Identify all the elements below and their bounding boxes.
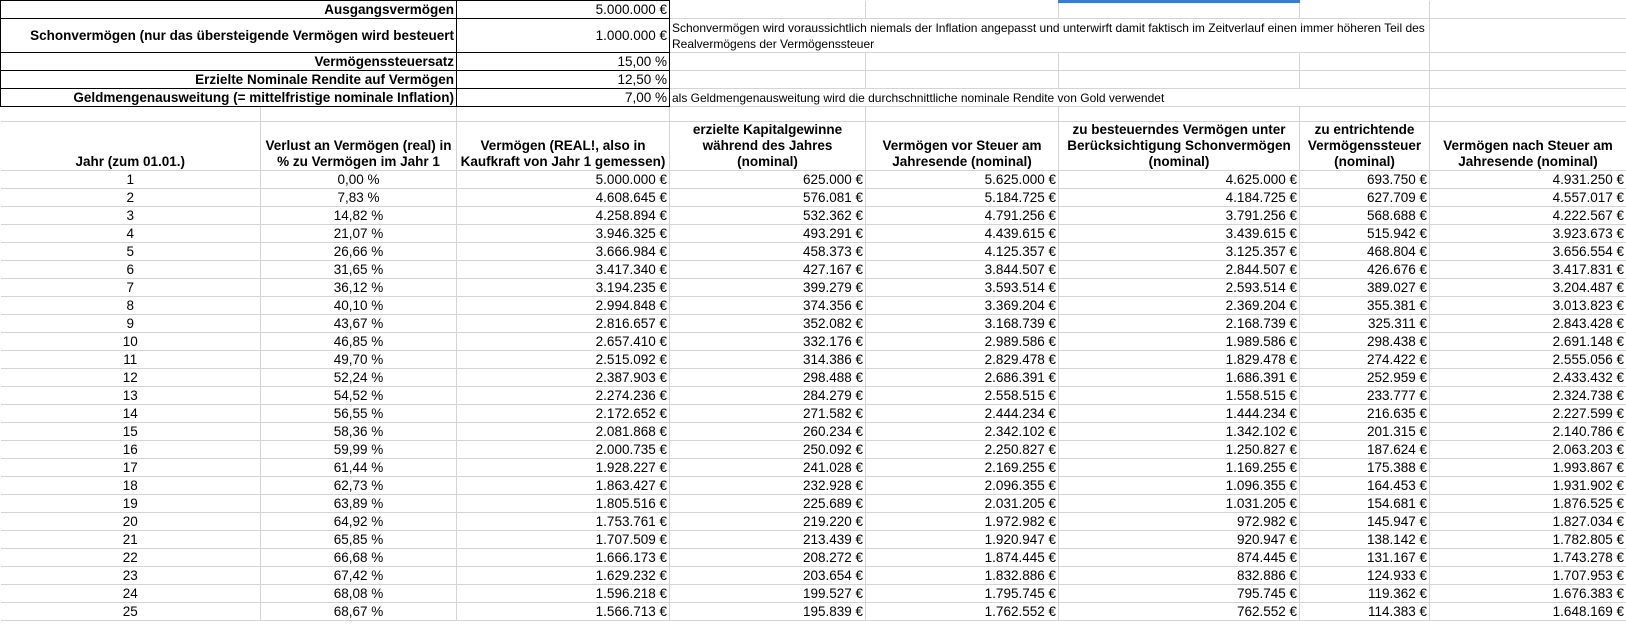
value-cell[interactable]: 21,07 % xyxy=(261,225,457,243)
value-cell[interactable]: 232.928 € xyxy=(670,477,866,495)
value-cell[interactable]: 271.582 € xyxy=(670,405,866,423)
value-cell[interactable]: 5.625.000 € xyxy=(866,171,1059,189)
value-cell[interactable]: 3.923.673 € xyxy=(1430,225,1626,243)
value-cell[interactable]: 693.750 € xyxy=(1300,171,1430,189)
empty-cell[interactable] xyxy=(1430,71,1626,89)
value-cell[interactable]: 124.933 € xyxy=(1300,567,1430,585)
value-cell[interactable]: 5.184.725 € xyxy=(866,189,1059,207)
value-cell[interactable]: 972.982 € xyxy=(1059,513,1300,531)
value-cell[interactable]: 427.167 € xyxy=(670,261,866,279)
param-value[interactable]: 5.000.000 € xyxy=(457,1,670,19)
value-cell[interactable]: 627.709 € xyxy=(1300,189,1430,207)
value-cell[interactable]: 1.629.232 € xyxy=(457,567,670,585)
value-cell[interactable]: 1.707.509 € xyxy=(457,531,670,549)
column-header[interactable]: Vermögen vor Steuer am Jahresende (nominal) xyxy=(866,122,1059,171)
value-cell[interactable]: 241.028 € xyxy=(670,459,866,477)
value-cell[interactable]: 3.204.487 € xyxy=(1430,279,1626,297)
table-row xyxy=(1,441,1626,459)
value-cell[interactable]: 1.648.169 € xyxy=(1430,603,1626,621)
value-cell[interactable]: 2.444.234 € xyxy=(866,405,1059,423)
value-cell[interactable]: 1.169.255 € xyxy=(1059,459,1300,477)
value-cell[interactable]: 2.168.739 € xyxy=(1059,315,1300,333)
value-cell[interactable]: 145.947 € xyxy=(1300,513,1430,531)
value-cell[interactable]: 1.931.902 € xyxy=(1430,477,1626,495)
value-cell[interactable]: 3.439.615 € xyxy=(1059,225,1300,243)
value-cell[interactable]: 1.566.713 € xyxy=(457,603,670,621)
value-cell[interactable]: 4.931.250 € xyxy=(1430,171,1626,189)
table-row xyxy=(1,549,1626,567)
year-cell[interactable]: 9 xyxy=(1,315,261,333)
value-cell[interactable]: 2.274.236 € xyxy=(457,387,670,405)
empty-cell[interactable] xyxy=(1430,53,1626,71)
value-cell[interactable]: 154.681 € xyxy=(1300,495,1430,513)
table-row xyxy=(1,423,1626,441)
empty-cell[interactable] xyxy=(866,53,1059,71)
value-cell[interactable]: 2.555.056 € xyxy=(1430,351,1626,369)
value-cell[interactable]: 250.092 € xyxy=(670,441,866,459)
value-cell[interactable]: 3.417.340 € xyxy=(457,261,670,279)
value-cell[interactable]: 208.272 € xyxy=(670,549,866,567)
value-cell[interactable]: 1.827.034 € xyxy=(1430,513,1626,531)
year-cell[interactable]: 24 xyxy=(1,585,261,603)
value-cell[interactable]: 1.743.278 € xyxy=(1430,549,1626,567)
value-cell[interactable]: 175.388 € xyxy=(1300,459,1430,477)
value-cell[interactable]: 1.928.227 € xyxy=(457,459,670,477)
value-cell[interactable]: 203.654 € xyxy=(670,567,866,585)
value-cell[interactable]: 1.707.953 € xyxy=(1430,567,1626,585)
year-cell[interactable]: 3 xyxy=(1,207,261,225)
value-cell[interactable]: 832.886 € xyxy=(1059,567,1300,585)
value-cell[interactable]: 532.362 € xyxy=(670,207,866,225)
param-label[interactable]: Vermögenssteuersatz xyxy=(1,53,457,71)
empty-cell[interactable] xyxy=(1059,71,1300,89)
table-row xyxy=(1,531,1626,549)
empty-cell[interactable] xyxy=(1059,53,1300,71)
value-cell[interactable]: 332.176 € xyxy=(670,333,866,351)
empty-cell[interactable] xyxy=(1430,107,1626,122)
empty-cell[interactable] xyxy=(1430,1,1626,19)
value-cell[interactable]: 1.676.383 € xyxy=(1430,585,1626,603)
value-cell[interactable]: 4.222.567 € xyxy=(1430,207,1626,225)
value-cell[interactable]: 493.291 € xyxy=(670,225,866,243)
year-cell[interactable]: 20 xyxy=(1,513,261,531)
value-cell[interactable]: 201.315 € xyxy=(1300,423,1430,441)
value-cell[interactable]: 3.369.204 € xyxy=(866,297,1059,315)
value-cell[interactable]: 3.844.507 € xyxy=(866,261,1059,279)
value-cell[interactable]: 195.839 € xyxy=(670,603,866,621)
value-cell[interactable]: 4.608.645 € xyxy=(457,189,670,207)
value-cell[interactable]: 1.795.745 € xyxy=(866,585,1059,603)
param-value[interactable]: 7,00 % xyxy=(457,89,670,107)
value-cell[interactable]: 274.422 € xyxy=(1300,351,1430,369)
value-cell[interactable]: 795.745 € xyxy=(1059,585,1300,603)
value-cell[interactable]: 14,82 % xyxy=(261,207,457,225)
column-header-row xyxy=(1,122,1626,171)
year-cell[interactable]: 11 xyxy=(1,351,261,369)
year-cell[interactable]: 5 xyxy=(1,243,261,261)
value-cell[interactable]: 54,52 % xyxy=(261,387,457,405)
value-cell[interactable]: 43,67 % xyxy=(261,315,457,333)
value-cell[interactable]: 2.000.735 € xyxy=(457,441,670,459)
year-cell[interactable]: 6 xyxy=(1,261,261,279)
value-cell[interactable]: 298.488 € xyxy=(670,369,866,387)
value-cell[interactable]: 3.013.823 € xyxy=(1430,297,1626,315)
value-cell[interactable]: 63,89 % xyxy=(261,495,457,513)
value-cell[interactable]: 762.552 € xyxy=(1059,603,1300,621)
table-row xyxy=(1,279,1626,297)
value-cell[interactable]: 4.258.894 € xyxy=(457,207,670,225)
table-row xyxy=(1,297,1626,315)
param-row xyxy=(1,1,1626,19)
value-cell[interactable]: 2.081.868 € xyxy=(457,423,670,441)
param-label[interactable]: Schonvermögen (nur das übersteigende Vermögen wird besteuert xyxy=(1,19,457,53)
value-cell[interactable]: 2.843.428 € xyxy=(1430,315,1626,333)
year-cell[interactable]: 4 xyxy=(1,225,261,243)
value-cell[interactable]: 3.946.325 € xyxy=(457,225,670,243)
table-row xyxy=(1,261,1626,279)
year-cell[interactable]: 12 xyxy=(1,369,261,387)
table-row xyxy=(1,243,1626,261)
column-header[interactable]: erzielte Kapitalgewinne während des Jahres (nominal) xyxy=(670,122,866,171)
value-cell[interactable]: 352.082 € xyxy=(670,315,866,333)
value-cell[interactable]: 164.453 € xyxy=(1300,477,1430,495)
value-cell[interactable]: 233.777 € xyxy=(1300,387,1430,405)
value-cell[interactable]: 2.140.786 € xyxy=(1430,423,1626,441)
value-cell[interactable]: 2.994.848 € xyxy=(457,297,670,315)
column-header[interactable]: Jahr (zum 01.01.) xyxy=(1,122,261,171)
value-cell[interactable]: 355.381 € xyxy=(1300,297,1430,315)
year-cell[interactable]: 19 xyxy=(1,495,261,513)
table-row xyxy=(1,567,1626,585)
value-cell[interactable]: 56,55 % xyxy=(261,405,457,423)
value-cell[interactable]: 1.596.218 € xyxy=(457,585,670,603)
value-cell[interactable]: 2.816.657 € xyxy=(457,315,670,333)
empty-cell[interactable] xyxy=(1300,1,1430,19)
value-cell[interactable]: 2.657.410 € xyxy=(457,333,670,351)
table-row xyxy=(1,495,1626,513)
table-row xyxy=(1,405,1626,423)
value-cell[interactable]: 36,12 % xyxy=(261,279,457,297)
value-cell[interactable]: 625.000 € xyxy=(670,171,866,189)
param-note[interactable] xyxy=(670,71,866,89)
value-cell[interactable]: 1.993.867 € xyxy=(1430,459,1626,477)
param-row xyxy=(1,53,1626,71)
param-value[interactable]: 12,50 % xyxy=(457,71,670,89)
value-cell[interactable]: 399.279 € xyxy=(670,279,866,297)
year-cell[interactable]: 15 xyxy=(1,423,261,441)
value-cell[interactable]: 2.250.827 € xyxy=(866,441,1059,459)
value-cell[interactable]: 576.081 € xyxy=(670,189,866,207)
value-cell[interactable]: 4.439.615 € xyxy=(866,225,1059,243)
value-cell[interactable]: 2.227.599 € xyxy=(1430,405,1626,423)
empty-cell[interactable] xyxy=(261,107,457,122)
value-cell[interactable]: 2.593.514 € xyxy=(1059,279,1300,297)
table-row xyxy=(1,585,1626,603)
value-cell[interactable]: 1.874.445 € xyxy=(866,549,1059,567)
value-cell[interactable]: 3.593.514 € xyxy=(866,279,1059,297)
param-row xyxy=(1,71,1626,89)
value-cell[interactable]: 260.234 € xyxy=(670,423,866,441)
year-cell[interactable]: 1 xyxy=(1,171,261,189)
year-cell[interactable]: 13 xyxy=(1,387,261,405)
value-cell[interactable]: 31,65 % xyxy=(261,261,457,279)
value-cell[interactable]: 199.527 € xyxy=(670,585,866,603)
value-cell[interactable]: 2.387.903 € xyxy=(457,369,670,387)
value-cell[interactable]: 2.558.515 € xyxy=(866,387,1059,405)
value-cell[interactable]: 3.791.256 € xyxy=(1059,207,1300,225)
empty-cell[interactable] xyxy=(866,1,1059,19)
value-cell[interactable]: 1.250.827 € xyxy=(1059,441,1300,459)
value-cell[interactable]: 314.386 € xyxy=(670,351,866,369)
table-row xyxy=(1,387,1626,405)
empty-cell[interactable] xyxy=(457,107,670,122)
value-cell[interactable]: 1.832.886 € xyxy=(866,567,1059,585)
param-row xyxy=(1,89,1626,107)
value-cell[interactable]: 61,44 % xyxy=(261,459,457,477)
empty-cell[interactable] xyxy=(866,107,1059,122)
table-row xyxy=(1,513,1626,531)
value-cell[interactable]: 1.863.427 € xyxy=(457,477,670,495)
param-label[interactable]: Geldmengenausweitung (= mittelfristige nominale Inflation) xyxy=(1,89,457,107)
param-note[interactable]: als Geldmengenausweitung wird die durchschnittliche nominale Rendite von Gold verwendet xyxy=(670,89,1430,107)
value-cell[interactable]: 1.920.947 € xyxy=(866,531,1059,549)
value-cell[interactable]: 3.656.554 € xyxy=(1430,243,1626,261)
empty-cell[interactable] xyxy=(1059,107,1300,122)
value-cell[interactable]: 1.031.205 € xyxy=(1059,495,1300,513)
value-cell[interactable]: 2.096.355 € xyxy=(866,477,1059,495)
value-cell[interactable]: 1.972.982 € xyxy=(866,513,1059,531)
table-row xyxy=(1,459,1626,477)
year-cell[interactable]: 8 xyxy=(1,297,261,315)
value-cell[interactable]: 131.167 € xyxy=(1300,549,1430,567)
cell-selection-indicator xyxy=(1058,0,1300,3)
value-cell[interactable]: 119.362 € xyxy=(1300,585,1430,603)
value-cell[interactable]: 2.063.203 € xyxy=(1430,441,1626,459)
value-cell[interactable]: 2.031.205 € xyxy=(866,495,1059,513)
year-cell[interactable]: 21 xyxy=(1,531,261,549)
empty-cell[interactable] xyxy=(1430,89,1626,107)
value-cell[interactable]: 874.445 € xyxy=(1059,549,1300,567)
value-cell[interactable]: 374.356 € xyxy=(670,297,866,315)
param-label[interactable]: Ausgangsvermögen xyxy=(1,1,457,19)
table-row xyxy=(1,207,1626,225)
value-cell[interactable]: 2.515.092 € xyxy=(457,351,670,369)
value-cell[interactable]: 1.989.586 € xyxy=(1059,333,1300,351)
value-cell[interactable]: 49,70 % xyxy=(261,351,457,369)
value-cell[interactable]: 325.311 € xyxy=(1300,315,1430,333)
value-cell[interactable]: 1.876.525 € xyxy=(1430,495,1626,513)
value-cell[interactable]: 58,36 % xyxy=(261,423,457,441)
value-cell[interactable]: 68,08 % xyxy=(261,585,457,603)
column-header[interactable]: zu entrichtende Vermögenssteuer (nominal) xyxy=(1300,122,1430,171)
value-cell[interactable]: 1.805.516 € xyxy=(457,495,670,513)
value-cell[interactable]: 389.027 € xyxy=(1300,279,1430,297)
empty-cell[interactable] xyxy=(1300,53,1430,71)
table-row xyxy=(1,225,1626,243)
param-note[interactable]: Schonvermögen wird voraussichtlich niemals der Inflation angepasst und unterwirft damit faktisch im Zeitverlauf einen immer höheren Teil des Realvermögens der Vermögenssteuer xyxy=(670,19,1430,53)
value-cell[interactable]: 298.438 € xyxy=(1300,333,1430,351)
value-cell[interactable]: 1.342.102 € xyxy=(1059,423,1300,441)
value-cell[interactable]: 1.558.515 € xyxy=(1059,387,1300,405)
column-header[interactable]: Vermögen nach Steuer am Jahresende (nominal) xyxy=(1430,122,1626,171)
value-cell[interactable]: 4.557.017 € xyxy=(1430,189,1626,207)
value-cell[interactable]: 7,83 % xyxy=(261,189,457,207)
value-cell[interactable]: 2.169.255 € xyxy=(866,459,1059,477)
year-cell[interactable]: 22 xyxy=(1,549,261,567)
table-row xyxy=(1,369,1626,387)
param-label[interactable]: Erzielte Nominale Rendite auf Vermögen xyxy=(1,71,457,89)
value-cell[interactable]: 52,24 % xyxy=(261,369,457,387)
value-cell[interactable]: 59,99 % xyxy=(261,441,457,459)
year-cell[interactable]: 14 xyxy=(1,405,261,423)
value-cell[interactable]: 568.688 € xyxy=(1300,207,1430,225)
year-cell[interactable]: 10 xyxy=(1,333,261,351)
value-cell[interactable]: 1.686.391 € xyxy=(1059,369,1300,387)
value-cell[interactable]: 284.279 € xyxy=(670,387,866,405)
value-cell[interactable]: 2.989.586 € xyxy=(866,333,1059,351)
column-header[interactable]: zu besteuerndes Vermögen unter Berücksichtigung Schonvermögen (nominal) xyxy=(1059,122,1300,171)
value-cell[interactable]: 0,00 % xyxy=(261,171,457,189)
value-cell[interactable]: 1.753.761 € xyxy=(457,513,670,531)
value-cell[interactable]: 68,67 % xyxy=(261,603,457,621)
value-cell[interactable]: 213.439 € xyxy=(670,531,866,549)
value-cell[interactable]: 67,42 % xyxy=(261,567,457,585)
column-header[interactable]: Verlust an Vermögen (real) in % zu Vermögen im Jahr 1 xyxy=(261,122,457,171)
value-cell[interactable]: 2.844.507 € xyxy=(1059,261,1300,279)
value-cell[interactable]: 65,85 % xyxy=(261,531,457,549)
param-value[interactable]: 15,00 % xyxy=(457,53,670,71)
value-cell[interactable]: 1.829.478 € xyxy=(1059,351,1300,369)
value-cell[interactable]: 26,66 % xyxy=(261,243,457,261)
value-cell[interactable]: 225.689 € xyxy=(670,495,866,513)
value-cell[interactable]: 3.666.984 € xyxy=(457,243,670,261)
value-cell[interactable]: 62,73 % xyxy=(261,477,457,495)
value-cell[interactable]: 426.676 € xyxy=(1300,261,1430,279)
value-cell[interactable]: 46,85 % xyxy=(261,333,457,351)
value-cell[interactable]: 2.829.478 € xyxy=(866,351,1059,369)
value-cell[interactable]: 1.096.355 € xyxy=(1059,477,1300,495)
spacer-row xyxy=(1,107,1626,122)
value-cell[interactable]: 2.369.204 € xyxy=(1059,297,1300,315)
value-cell[interactable]: 1.444.234 € xyxy=(1059,405,1300,423)
value-cell[interactable]: 3.125.357 € xyxy=(1059,243,1300,261)
empty-cell[interactable] xyxy=(1300,107,1430,122)
value-cell[interactable]: 187.624 € xyxy=(1300,441,1430,459)
table-row xyxy=(1,603,1626,621)
value-cell[interactable]: 468.804 € xyxy=(1300,243,1430,261)
value-cell[interactable]: 4.791.256 € xyxy=(866,207,1059,225)
value-cell[interactable]: 2.324.738 € xyxy=(1430,387,1626,405)
year-cell[interactable]: 2 xyxy=(1,189,261,207)
param-row xyxy=(1,19,1626,53)
year-cell[interactable]: 7 xyxy=(1,279,261,297)
value-cell[interactable]: 3.194.235 € xyxy=(457,279,670,297)
empty-cell[interactable] xyxy=(670,107,866,122)
value-cell[interactable]: 114.383 € xyxy=(1300,603,1430,621)
value-cell[interactable]: 40,10 % xyxy=(261,297,457,315)
value-cell[interactable]: 3.168.739 € xyxy=(866,315,1059,333)
table-row xyxy=(1,477,1626,495)
value-cell[interactable]: 66,68 % xyxy=(261,549,457,567)
year-cell[interactable]: 23 xyxy=(1,567,261,585)
empty-cell[interactable] xyxy=(1430,19,1626,53)
year-cell[interactable]: 17 xyxy=(1,459,261,477)
value-cell[interactable]: 2.686.391 € xyxy=(866,369,1059,387)
table-row xyxy=(1,189,1626,207)
param-value[interactable]: 1.000.000 € xyxy=(457,19,670,53)
value-cell[interactable]: 2.691.148 € xyxy=(1430,333,1626,351)
value-cell[interactable]: 3.417.831 € xyxy=(1430,261,1626,279)
param-note[interactable] xyxy=(670,1,866,19)
value-cell[interactable]: 216.635 € xyxy=(1300,405,1430,423)
empty-cell[interactable] xyxy=(1300,71,1430,89)
value-cell[interactable]: 5.000.000 € xyxy=(457,171,670,189)
value-cell[interactable]: 2.342.102 € xyxy=(866,423,1059,441)
value-cell[interactable]: 515.942 € xyxy=(1300,225,1430,243)
table-row xyxy=(1,333,1626,351)
value-cell[interactable]: 1.782.805 € xyxy=(1430,531,1626,549)
year-cell[interactable]: 16 xyxy=(1,441,261,459)
year-cell[interactable]: 18 xyxy=(1,477,261,495)
value-cell[interactable]: 64,92 % xyxy=(261,513,457,531)
value-cell[interactable]: 4.125.357 € xyxy=(866,243,1059,261)
table-row xyxy=(1,171,1626,189)
value-cell[interactable]: 252.959 € xyxy=(1300,369,1430,387)
year-cell[interactable]: 25 xyxy=(1,603,261,621)
value-cell[interactable]: 458.373 € xyxy=(670,243,866,261)
value-cell[interactable]: 920.947 € xyxy=(1059,531,1300,549)
empty-cell[interactable] xyxy=(1059,1,1300,19)
value-cell[interactable]: 2.433.432 € xyxy=(1430,369,1626,387)
empty-cell[interactable] xyxy=(866,71,1059,89)
value-cell[interactable]: 219.220 € xyxy=(670,513,866,531)
column-header[interactable]: Vermögen (REAL!, also in Kaufkraft von Jahr 1 gemessen) xyxy=(457,122,670,171)
value-cell[interactable]: 2.172.652 € xyxy=(457,405,670,423)
table-row xyxy=(1,315,1626,333)
value-cell[interactable]: 4.625.000 € xyxy=(1059,171,1300,189)
value-cell[interactable]: 1.666.173 € xyxy=(457,549,670,567)
empty-cell[interactable] xyxy=(1,107,261,122)
value-cell[interactable]: 1.762.552 € xyxy=(866,603,1059,621)
value-cell[interactable]: 4.184.725 € xyxy=(1059,189,1300,207)
param-note[interactable] xyxy=(670,53,866,71)
value-cell[interactable]: 138.142 € xyxy=(1300,531,1430,549)
table-row xyxy=(1,351,1626,369)
